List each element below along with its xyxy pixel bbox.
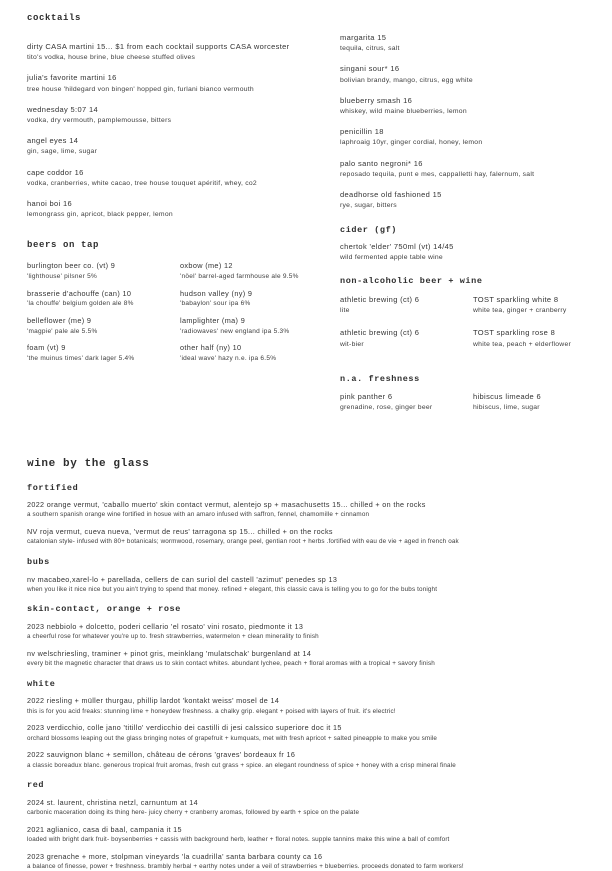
menu-item-desc: 'ideal wave' hazy n.e. ipa 6.5%	[180, 354, 277, 362]
left-column	[27, 8, 340, 425]
menu-item-cape-coddor	[27, 169, 340, 188]
menu-item-desc: rye, sugar, bitters	[340, 202, 397, 210]
menu-item-title: pink panther 6	[340, 392, 393, 402]
menu-item-desc: tequila, citrus, salt	[340, 45, 400, 53]
wine-item-title: nv macabeo,xarel-lo + parellada, cellers de can suriol del castell 'azimut' penedes sp 13	[27, 574, 338, 584]
spacer	[340, 8, 592, 34]
menu-item-belleflower	[27, 317, 180, 335]
menu-item-title: athletic brewing (ct) 6	[340, 328, 420, 338]
wine-item-title: 2023 verdicchio, colle jano 'titillo' verdicchio dei castilli di jesi calssico superiore doc it 15	[27, 723, 342, 733]
menu-item-title: belleflower (me) 9	[27, 316, 92, 326]
wine-item-title: NV roja vermut, cueva nueva, 'vermut de reus' tarragona sp 15... chilled + on the rocks	[27, 527, 333, 537]
wine-item-title: 2023 nebbiolo + dolcetto, poderi cellario 'el rosato' vini rosato, piedmonte it 13	[27, 621, 304, 631]
menu-item-desc: vodka, dry vermouth, pamplemousse, bitters	[27, 117, 172, 125]
menu-item-title: foam (vt) 9	[27, 343, 66, 353]
wine-item-azimut-cava	[27, 576, 592, 594]
menu-item-desc: white tea, peach + elderflower	[473, 340, 571, 348]
menu-item-desc: vodka, cranberries, white cacao, tree house touquet apéritif, whey, co2	[27, 179, 257, 187]
menu-item-burlington	[27, 262, 180, 280]
wine-subheading-white: white	[27, 678, 56, 689]
section-heading-cocktails: cocktails	[27, 13, 82, 23]
wine-item-desc: this is for you acid freaks: stunning lime + honeydew freshness. a chalky grip. elegant + poised with layers of fruit. it's electric!	[27, 707, 396, 715]
menu-item-title: brasserie d'achouffe (can) 10	[27, 288, 132, 298]
wine-item-desc: carbonic maceration doing its thing here- juicy cherry + cranberry aromas, followed by earth + spice on the palate	[27, 809, 360, 817]
menu-item-desc: 'magpie' pale ale 5.5%	[27, 327, 98, 335]
section-heading-na-freshness: n.a. freshness	[340, 373, 420, 384]
wine-item-title: 2023 grenache + more, stolpman vineyards 'la cuadrilla' santa barbara county ca 16	[27, 851, 323, 861]
menu-item-desc: reposado tequila, punt e mes, cappalletti hay, falernum, salt	[340, 170, 535, 178]
menu-item-title: oxbow (me) 12	[180, 261, 233, 271]
section-heading-beers-on-tap: beers on tap	[27, 240, 100, 251]
menu-item-title: wednesday 5:07 14	[27, 104, 98, 114]
menu-item-wednesday-507	[27, 106, 340, 125]
wine-subheading-bubs: bubs	[27, 557, 50, 567]
menu-item-desc: whiskey, wild maine blueberries, lemon	[340, 108, 467, 116]
top-columns	[27, 8, 592, 425]
menu-item-desc: 'the muinus times' dark lager 5.4%	[27, 354, 135, 362]
wine-item-desc: catalonian style- infused with 80+ botanicals; wormwood, rosemary, orange peel, gentian root + herbs .fortified with eau de vie + aged in french oak	[27, 538, 459, 546]
right-column	[340, 8, 592, 425]
wine-item-title: 2022 riesling + müller thurgau, phillip lardot 'kontakt weiss' mosel de 14	[27, 696, 280, 706]
wine-item-desc: a balance of finesse, power + freshness. brambly herbal + earthy notes under a veil of strawberries + blueberries. proceeds donated to farm workers!	[27, 863, 464, 871]
menu-item-desc: gin, sage, lime, sugar	[27, 148, 98, 156]
menu-item-tost-sparkling-rose	[473, 329, 592, 348]
wine-item-title: 2022 sauvignon blanc + semillon, château de cérons 'graves' bordeaux fr 16	[27, 750, 296, 760]
menu-item-title: lamplighter (ma) 9	[180, 316, 246, 326]
menu-item-desc: 'babaylon' sour ipa 6%	[180, 300, 251, 308]
beers-column-2	[180, 262, 340, 371]
menu-item-desc: laphroaig 10yr, ginger cordial, honey, lemon	[340, 139, 483, 147]
wine-by-the-glass-section	[27, 459, 592, 871]
wine-item-desc: every bit the magnetic character that draws us to skin contact whites. abundant lychee, peach + floral aromas with a tropical + savory finish	[27, 660, 435, 668]
menu-item-deadhorse-old-fashioned	[340, 191, 592, 210]
wine-item-title: 2022 orange vermut, 'caballo muerto' skin contact vermut, alentejo sp + masachusetts 15... chilled + on the rocks	[27, 500, 426, 510]
wine-subheading-red: red	[27, 780, 45, 791]
menu-item-title: cape coddor 16	[27, 167, 84, 177]
menu-item-desc: wit-bier	[340, 340, 364, 348]
menu-item-angel-eyes	[27, 137, 340, 156]
wine-subheading-fortified: fortified	[27, 482, 79, 493]
wine-item-orange-vermut	[27, 501, 592, 519]
beers-column-1	[27, 262, 180, 371]
menu-item-title: burlington beer co. (vt) 9	[27, 261, 116, 271]
non-alcoholic-grid	[340, 296, 592, 361]
wine-item-desc: when you like it nice nice but you ain't trying to spend that money. refined + elegant, this classic cava is telling you to go for the bubs tonight	[27, 585, 438, 593]
na-freshness-grid	[340, 393, 592, 424]
menu-item-title: hudson valley (ny) 9	[180, 288, 253, 298]
menu-item-title: chertok 'elder' 750ml (vt) 14/45	[340, 241, 454, 251]
wine-item-desc: a southern spanish orange wine fortified in hosue with an amaro infused with saffron, fennel, chamomille + cinnamon	[27, 511, 370, 519]
menu-item-margarita	[340, 34, 592, 53]
menu-item-title: angel eyes 14	[27, 136, 79, 146]
menu-item-pink-panther	[340, 393, 473, 412]
menu-item-title: other half (ny) 10	[180, 343, 242, 353]
menu-item-athletic-lite	[340, 296, 473, 315]
wine-item-mulatschak	[27, 650, 592, 668]
menu-item-title: deadhorse old fashioned 15	[340, 190, 442, 200]
wine-item-titillo-verdicchio	[27, 724, 592, 742]
menu-item-desc: 'lighthouse' pilsner 5%	[27, 272, 98, 280]
wine-item-title: 2021 aglianico, casa di baal, campania it 15	[27, 824, 182, 834]
menu-item-desc: lite	[340, 307, 350, 315]
menu-item-hibiscus-limeade	[473, 393, 592, 412]
menu-item-desc: bolivian brandy, mango, citrus, egg white	[340, 76, 473, 84]
menu-item-blueberry-smash	[340, 97, 592, 116]
menu-item-title: julia's favorite martini 16	[27, 73, 117, 83]
wine-item-desc: a classic boreadux blanc. generous tropical fruit aromas, fresh cut grass + spice. an elegant roundness of spice + honey with a crisp mineral finale	[27, 761, 456, 769]
menu-item-brasserie-dachouffe	[27, 290, 180, 308]
wine-item-title: 2024 st. laurent, christina netzl, carnuntum at 14	[27, 797, 198, 807]
menu-item-foam	[27, 344, 180, 362]
menu-item-desc: hibiscus, lime, sugar	[473, 404, 540, 412]
menu-item-desc: lemongrass gin, apricot, black pepper, lemon	[27, 211, 173, 219]
menu-item-other-half	[180, 344, 340, 362]
menu-item-chertok-elder	[340, 243, 592, 262]
wine-item-kontakt-weiss	[27, 697, 592, 715]
wine-item-aglianico	[27, 826, 592, 844]
menu-item-title: TOST sparkling white 8	[473, 294, 559, 304]
menu-item-desc: grenadine, rose, ginger beer	[340, 404, 433, 412]
menu-item-title: margarita 15	[340, 33, 387, 42]
menu-item-desc: wild fermented apple table wine	[340, 254, 443, 262]
menu-item-title: TOST sparkling rose 8	[473, 328, 556, 338]
menu-item-athletic-wit-bier	[340, 329, 473, 348]
menu-item-lamplighter	[180, 317, 340, 335]
menu-item-title: palo santo negroni* 16	[340, 158, 423, 168]
wine-item-desc: loaded with bright dark fruit- boysenberries + cassis with background herb, leather + floral notes. supple tannins make this wine a ball of comfort	[27, 836, 450, 844]
section-heading-wine-by-the-glass: wine by the glass	[27, 457, 150, 470]
menu-item-penicillin	[340, 128, 592, 147]
section-heading-cider: cider (gf)	[340, 225, 398, 236]
menu-item-dirty-casa-martini	[27, 43, 340, 62]
menu-item-hudson-valley	[180, 290, 340, 308]
menu-item-title: hanoi boi 16	[27, 199, 73, 209]
menu-item-singani-sour	[340, 65, 592, 84]
menu-item-desc: white tea, ginger + cranberry	[473, 307, 567, 315]
wine-item-roja-vermut	[27, 528, 592, 546]
menu-item-title: penicillin 18	[340, 127, 384, 137]
menu-item-oxbow	[180, 262, 340, 280]
menu-item-palo-santo-negroni	[340, 160, 592, 179]
menu-item-tost-sparkling-white	[473, 296, 592, 315]
wine-item-desc: orchard blossoms leaping out the glass bringing notes of grapefruit + kumquats, met with fresh apricot + salted pineapple to make you smile	[27, 734, 438, 742]
menu-item-title: dirty CASA martini 15... $1 from each cocktail supports CASA worcester	[27, 42, 290, 51]
wine-item-el-rosato	[27, 623, 592, 641]
wine-subheading-skin-contact: skin-contact, orange + rose	[27, 604, 181, 615]
menu-item-julias-favorite-martini	[27, 74, 340, 93]
beers-grid	[27, 262, 340, 371]
menu-item-title: hibiscus limeade 6	[473, 392, 541, 402]
menu-item-desc: tree house 'hildegard von bingen' hopped gin, furlani bianco vermouth	[27, 85, 254, 93]
menu-item-title: athletic brewing (ct) 6	[340, 294, 420, 304]
wine-item-desc: a cheerful rose for whatever you're up to. fresh strawberries, watermelon + clean minerality to finish	[27, 633, 319, 641]
menu-item-desc: 'la chouffe' belgium golden ale 8%	[27, 300, 134, 308]
section-heading-non-alcoholic: non-alcoholic beer + wine	[340, 276, 483, 287]
menu-item-title: blueberry smash 16	[340, 95, 413, 105]
menu-item-title: singani sour* 16	[340, 64, 400, 74]
wine-item-title: nv welschriesling, traminer + pinot gris, meinklang 'mulatschak' burgenland at 14	[27, 648, 312, 658]
menu-item-hanoi-boi	[27, 200, 340, 219]
menu-item-desc: 'radiowaves' new england ipa 5.3%	[180, 327, 290, 335]
wine-item-la-cuadrilla-grenache	[27, 853, 592, 871]
menu-item-desc: 'nöel' barrel-aged farmhouse ale 9.5%	[180, 272, 299, 280]
wine-item-graves-bordeaux	[27, 751, 592, 769]
wine-item-st-laurent	[27, 799, 592, 817]
menu-item-desc: tito's vodka, house brine, blue cheese stuffed olives	[27, 54, 196, 62]
